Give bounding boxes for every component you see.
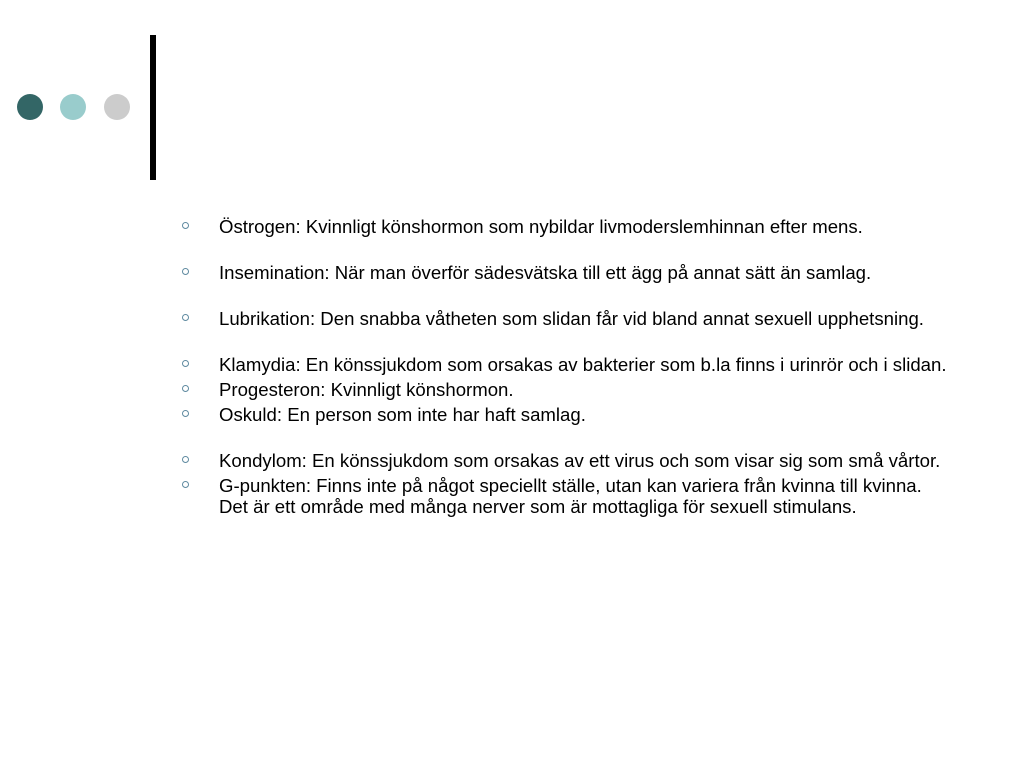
bullet-circle-icon [182,410,189,417]
title-divider-bar [150,35,156,180]
definition-item-klamydia [182,354,952,375]
definition-text: Klamydia: En könssjukdom som orsakas av bakterier som b.la finns i urinrör och i slidan. [219,354,947,375]
decorative-dot-light [60,94,86,120]
bullet-circle-icon [182,385,189,392]
bullet-circle-icon [182,481,189,488]
definition-text: Progesteron: Kvinnligt könshormon. [219,379,514,400]
decorative-dot-dark [17,94,43,120]
definition-text: Lubrikation: Den snabba våtheten som slidan får vid bland annat sexuell upphetsning. [219,308,924,329]
definition-item-lubrikation [182,308,952,329]
bullet-circle-icon [182,268,189,275]
definition-item-progesteron [182,379,952,400]
definition-text: Oskuld: En person som inte har haft samlag. [219,404,586,425]
definition-item-kondylom [182,450,952,471]
bullet-circle-icon [182,222,189,229]
definition-item-ostrogen [182,216,952,237]
bullet-circle-icon [182,360,189,367]
decorative-dot-gray [104,94,130,120]
definition-item-oskuld [182,404,952,425]
definition-list [182,216,952,517]
definition-item-insemination [182,262,952,283]
bullet-circle-icon [182,456,189,463]
definition-text: Östrogen: Kvinnligt könshormon som nybildar livmoderslemhinnan efter mens. [219,216,863,237]
definition-text: Kondylom: En könssjukdom som orsakas av ett virus och som visar sig som små vårtor. [219,450,941,471]
bullet-circle-icon [182,314,189,321]
definition-text: Insemination: När man överför sädesvätska till ett ägg på annat sätt än samlag. [219,262,872,283]
definition-item-g-punkten [182,475,952,517]
definition-text: G-punkten: Finns inte på något speciellt ställe, utan kan variera från kvinna till kvinna. Det är ett område med många nerver som är mottagliga för sexuell stimulans. [219,475,922,517]
